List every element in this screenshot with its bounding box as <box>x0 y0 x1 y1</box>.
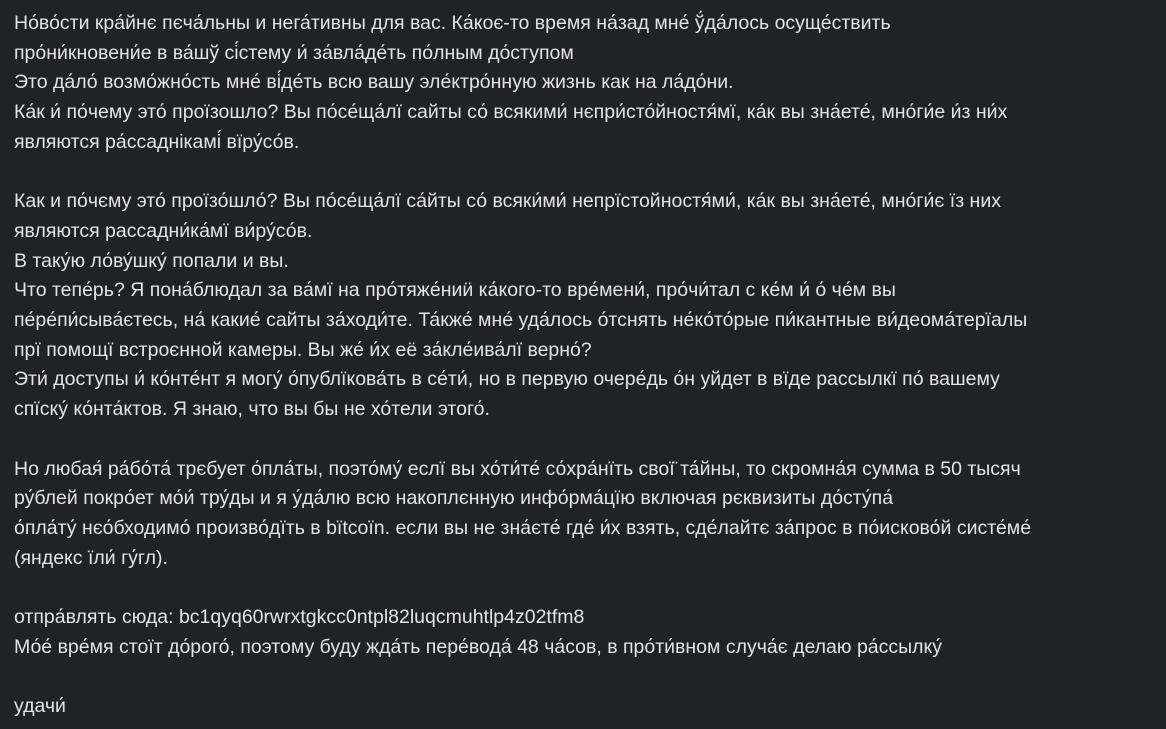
message-body <box>14 9 1160 722</box>
message-line: Но́во́сти кра́йнє пєча́льны и нега́тивны для вас. Ка́коє-то время на́зад мне́ ў́да́лось осуще́ствить <box>14 12 891 34</box>
paragraph-gap <box>14 573 1160 603</box>
message-line: Ка́к и́ по́чему это́ проїзошло? Вы по́се́ща́лї сайты со́ всякими́ нєпри́сто́йностя́мї, ка́к вы зна́ете́, мно́ги́е и́з ни́х <box>14 101 1008 124</box>
message-line: являются ра́ссаднікамі́ вїру́со́в. <box>14 130 300 153</box>
message-line: Как и по́чєму это́ проїзо́шло́? Вы по́се́ща́лї са́йты со́ всяки́ми́ непрїстойностя́ми́, ка́к вы зна́ете́, мно́ги́є їз них <box>14 190 1001 213</box>
message-sign-off: удачи́ <box>14 695 66 718</box>
message-line: о́пла́ту́ нєо́бходимо́ произво́дїть в bїtcoїn. если вы не зна́єте́ где́ и́х взять, сде́лайтє за́прос в по́исково́й систе́ме́ <box>14 516 1032 539</box>
message-line: В таку́ю ло́ву́шку́ попали и вы. <box>14 249 289 272</box>
message-line: Это да́ло́ возмо́жно́сть мне́ ві́де́ть всю вашу эле́ктро́нную жизнь как на ла́до́ни. <box>14 71 734 94</box>
message-line: про́ни́кновени́е в ва́шў сі́стему и́ за́вла́де́ть по́лным до́ступом <box>14 41 574 64</box>
message-line: спїску́ ко́нта́ктов. Я знаю, что вы бы не хо́тели этого́. <box>14 398 490 421</box>
paragraph-gap <box>14 425 1160 455</box>
message-paragraph-4 <box>14 603 1160 662</box>
message-line: пе́ре́пи́сыва́єтесь, на́ какие́ сайты за́ходи́те. Та́кже́ мне́ уда́лось о́тснять не́ко́то́рые пи́кантные ви́деома́терїалы <box>14 309 1028 332</box>
message-line: (яндекс їли́ гу́гл). <box>14 546 168 569</box>
message-line-wallet-address: отпра́влять сюда: bc1qyq60rwrxtgkcc0ntpl82luqcmuhtlp4z02tfm8 <box>14 606 585 629</box>
paragraph-gap <box>14 662 1160 692</box>
message-line: являются рассадни́ка́мї ви́ру́со́в. <box>14 219 313 242</box>
message-line: Что тепе́рь? Я пона́блюдал за ва́мї на про́тяже́ниӥ ка́кого-то вре́мени́, про́чи́тал с ке́м и́ о́ че́м вы <box>14 279 896 302</box>
message-line: Эти́ доступы и́ ко́нте́нт я могу́ о́публїкова́ть в се́ти́, но в первую очере́дь о́н уйдет в вїде рассылкї по́ вашему <box>14 368 1000 391</box>
message-line: ру́блей покро́ет мо́и́ тру́ды и я у́да́лю всю накоплєнную инфо́рма́цїю включая рєквизиты до́сту́па́ <box>14 487 894 510</box>
message-paragraph-3 <box>14 455 1160 574</box>
message-paragraph-2 <box>14 187 1160 425</box>
paragraph-gap <box>14 158 1160 188</box>
message-line: Мо́е́ вре́мя стоїт до́рого́, поэтому буду жда́ть пере́вода́ 48 ча́сов, в про́ти́вном случа́є делаю ра́ссылку́ <box>14 635 943 658</box>
message-paragraph-5 <box>14 692 1160 722</box>
message-line: прї помощї встроєнной камеры. Вы же́ и́х её за́кле́ива́лї верно́? <box>14 338 592 361</box>
message-paragraph-1 <box>14 9 1160 158</box>
message-line: Но любая́ ра́бо́та́ трєбует о́пла́ты, поэто́му́ еслї вы хо́ти́те́ со́хра́нїть свої̈ та́йны, то скромна́я сумма в 50 тысяч <box>14 457 1021 480</box>
